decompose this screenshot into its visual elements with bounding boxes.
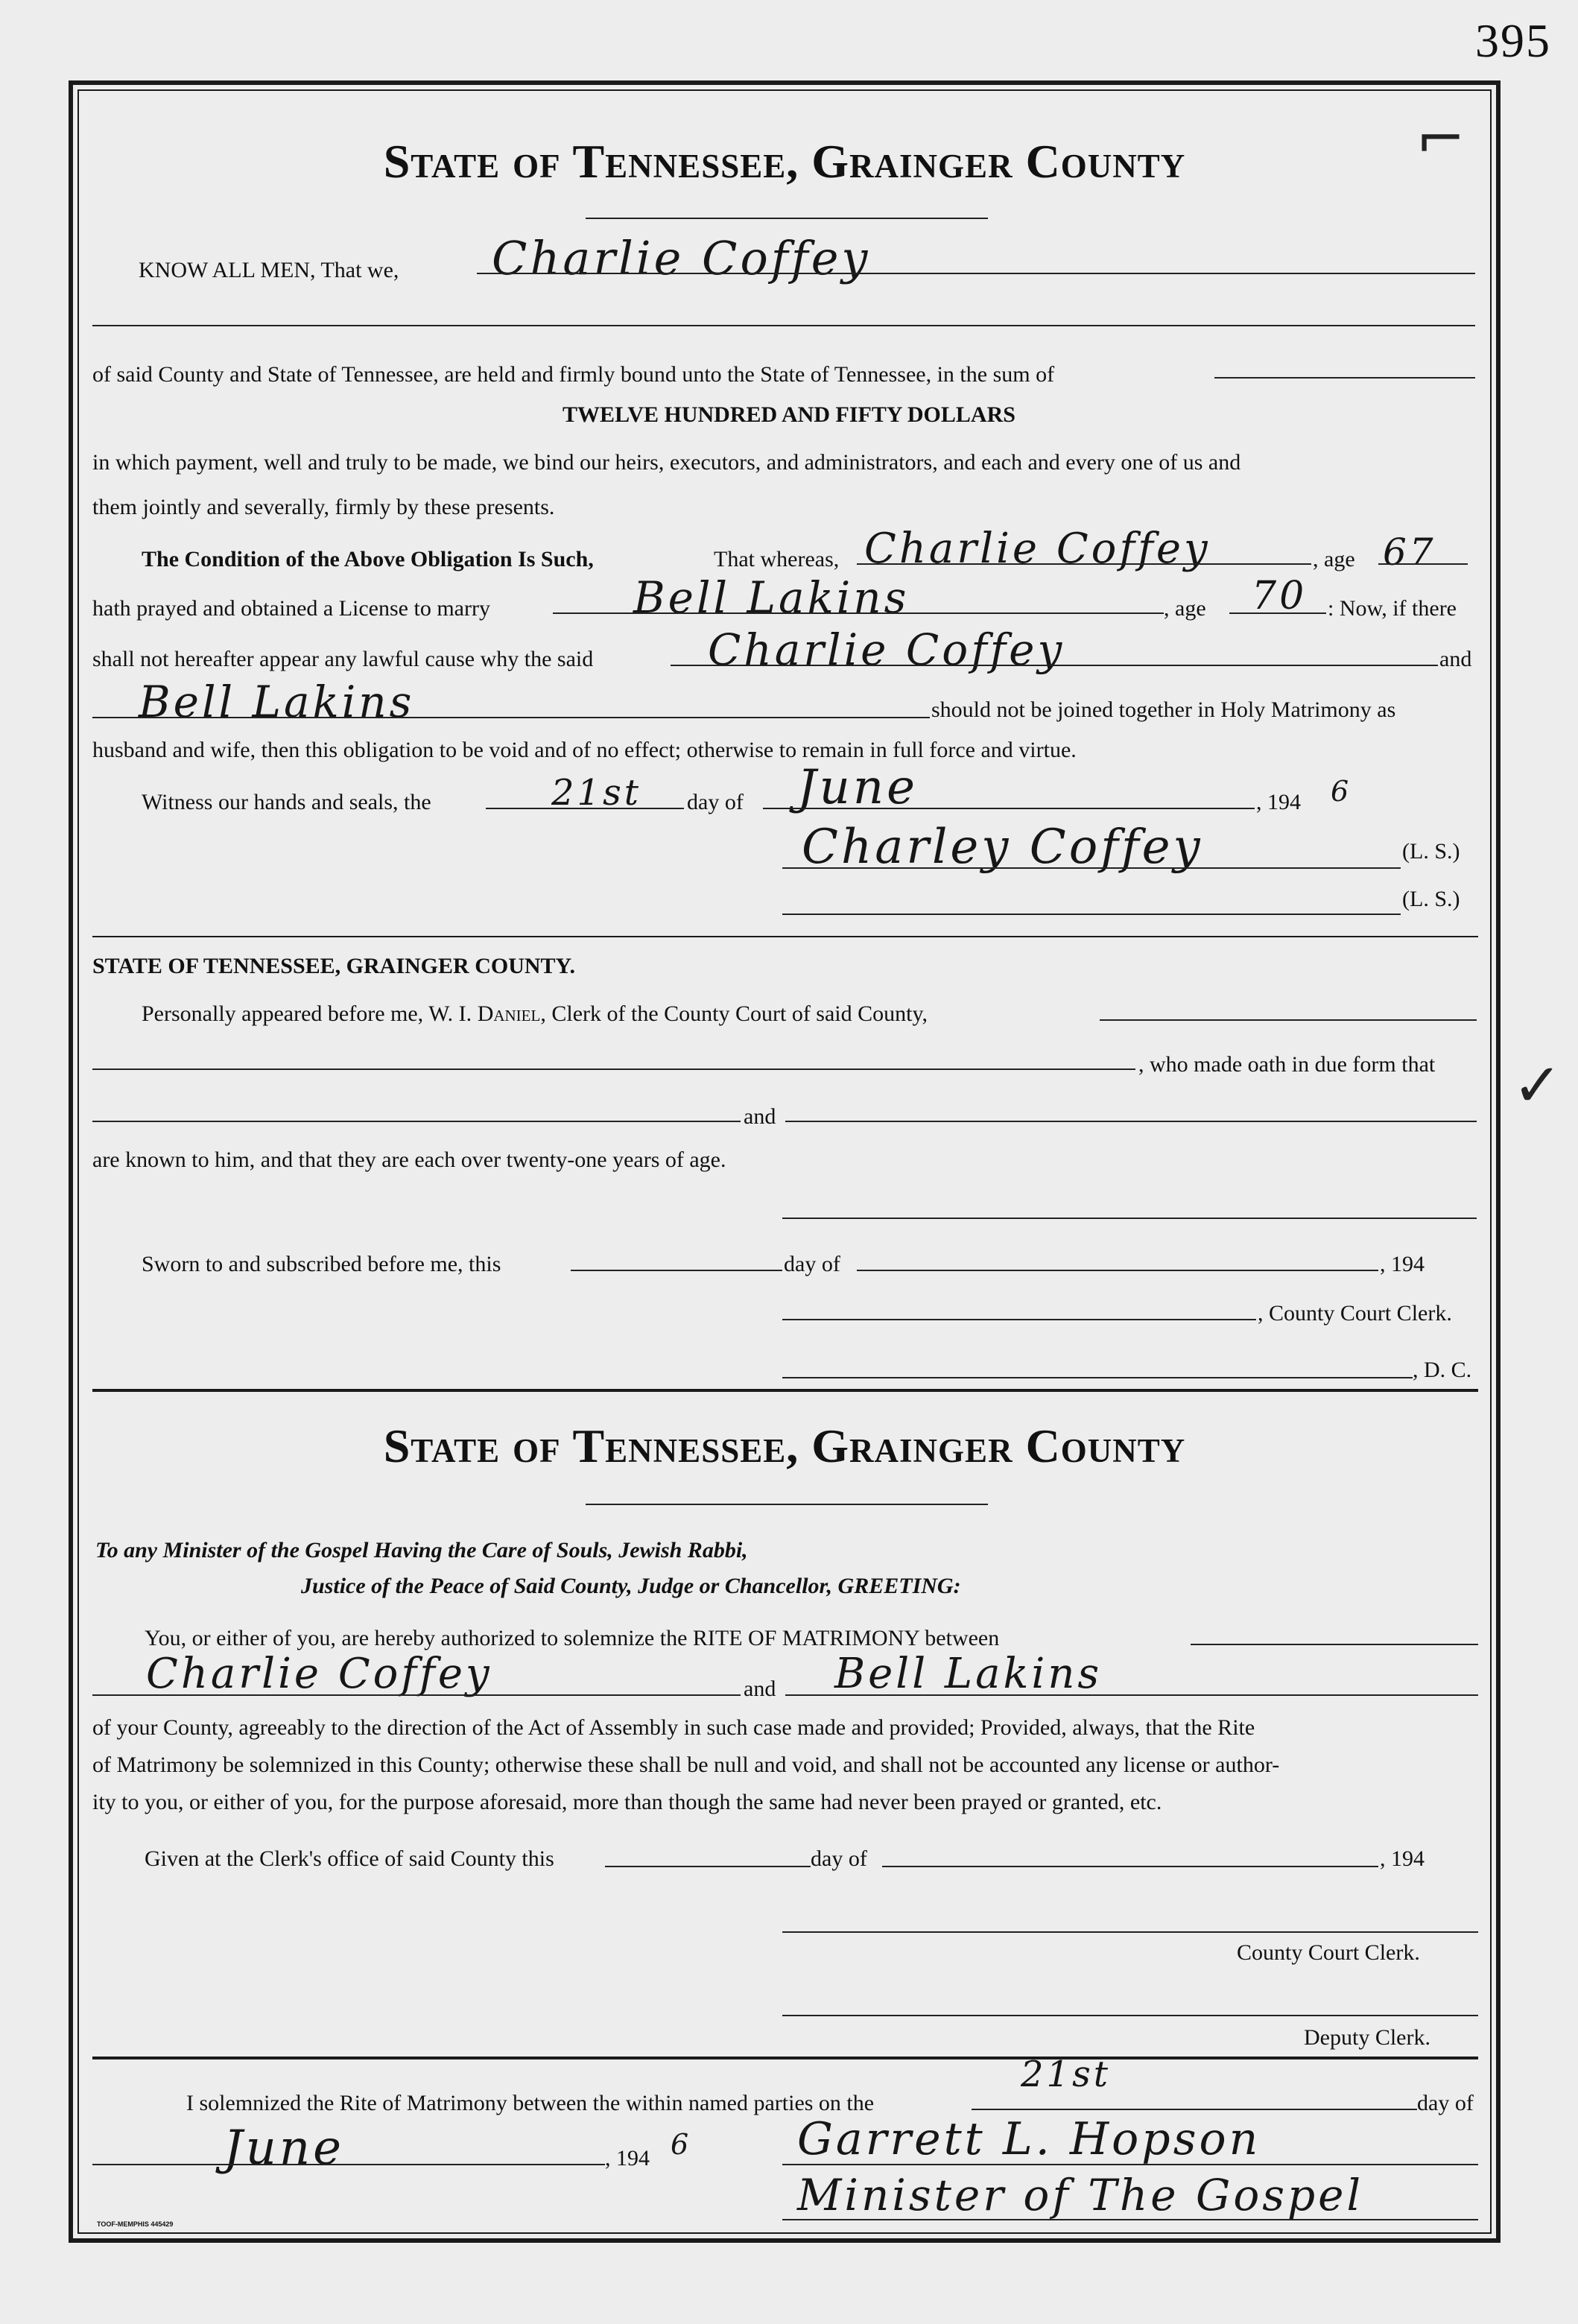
given-day-of: day of [811,1846,867,1871]
appeared-line-2 [92,1068,1135,1070]
oath-party-line-1 [92,1121,741,1122]
and-label: and [1439,647,1472,671]
ls-seal-2: (L. S.) [1402,887,1460,911]
principal-name-handwritten[interactable]: Charlie Coffey [492,231,871,285]
now-if-there-text: : Now, if there [1328,596,1457,621]
officiant-title-line [782,2219,1478,2220]
shall-not-text: shall not hereafter appear any lawful cause why the said [92,647,594,671]
return-year-handwritten[interactable]: 6 [671,2128,692,2161]
given-day-line [605,1866,811,1867]
groom-name-line [857,563,1311,565]
known-text: are known to him, and that they are each over twenty-one years of age. [92,1147,726,1172]
witness-day-line [486,808,684,809]
license-title: State of Tennessee, Grainger County [383,1419,1186,1472]
hath-prayed-text: hath prayed and obtained a License to marry [92,596,490,621]
greeting-line-1: To any Minister of the Gospel Having the Care of Souls, Jewish Rabbi, [95,1538,748,1562]
greeting-line-2: Justice of the Peace of Said County, Judge or Chancellor, GREETING: [301,1574,961,1598]
license-deputy-clerk: Deputy Clerk. [1304,2025,1430,2050]
license-and-label: and [744,1676,776,1701]
oath-signature-line [782,1218,1477,1219]
title-rule [586,218,988,219]
authorized-line [1191,1644,1478,1645]
license-title-rule [586,1504,988,1505]
license-bride-handwritten[interactable]: Bell Lakins [834,1650,1103,1698]
oath-party-line-2 [785,1121,1477,1122]
husband-wife-text: husband and wife, then this obligation to be void and of no effect; otherwise to remain in full force and virtue. [92,738,1077,762]
bride-name-line [553,612,1164,614]
section-divider-1 [92,936,1478,937]
sworn-year-prefix: , 194 [1380,1252,1425,1276]
license-groom-line [92,1694,741,1696]
principal-name-line [477,273,1475,274]
dc-label: , D. C. [1413,1358,1472,1382]
who-made-oath-text: , who made oath in due form that [1138,1052,1436,1077]
license-body-1: of your County, agreeably to the direction of the Act of Assembly in such case made and provided; Provided, always, that the Rite [92,1715,1255,1740]
bond-title: State of Tennessee, Grainger County [383,135,1186,188]
license-bride-line [785,1694,1478,1696]
bride-name-2-handwritten[interactable]: Bell Lakins [139,677,415,727]
officiant-line [782,2164,1478,2165]
return-month-line [92,2164,605,2165]
bride-age-handwritten[interactable]: 70 [1252,574,1308,618]
license-body-3: ity to you, or either of you, for the purpose aforesaid, more than though the same had never been prayed or granted, etc. [92,1790,1162,1814]
sworn-text: Sworn to and subscribed before me, this [142,1252,501,1276]
principal-signature[interactable]: Charley Coffey [802,820,1203,875]
authorized-text: You, or either of you, are hereby authorized to solemnize the RITE OF MATRIMONY between [145,1626,1000,1650]
groom-name-handwritten[interactable]: Charlie Coffey [864,525,1211,573]
license-groom-handwritten[interactable]: Charlie Coffey [146,1650,492,1698]
principal-name-line-2 [92,325,1475,326]
groom-name-2-handwritten[interactable]: Charlie Coffey [708,624,1065,675]
oath-and-label: and [744,1104,776,1129]
bride-name-handwritten[interactable]: Bell Lakins [633,572,910,623]
return-day-handwritten[interactable]: 21st [1021,2054,1111,2095]
condition-label: The Condition of the Above Obligation Is Such, [142,547,594,571]
license-clerk-line [782,1931,1478,1933]
groom-age-label: , age [1313,547,1355,571]
witness-month-line [763,808,1255,809]
county-clerk-label: , County Court Clerk. [1258,1301,1452,1326]
given-year-prefix: , 194 [1380,1846,1425,1871]
personally-post: , Clerk of the County Court of said County, [540,1001,928,1026]
payment-text-2: them jointly and severally, firmly by these presents. [92,495,555,519]
witness-month-handwritten[interactable]: June [797,760,918,815]
witness-year-handwritten[interactable]: 6 [1331,775,1352,808]
given-text: Given at the Clerk's office of said County this [145,1846,554,1871]
bond-sum: TWELVE HUNDRED AND FIFTY DOLLARS [563,402,1015,427]
return-year-prefix: , 194 [605,2146,650,2171]
sworn-day-line [571,1270,782,1271]
ls-seal-1: (L. S.) [1402,839,1460,864]
sworn-month-line [857,1270,1378,1271]
check-mark-icon: ✓ [1512,1051,1563,1120]
bride-age-line [1229,612,1326,614]
groom-name-2-line [671,665,1438,666]
witness-year-prefix: , 194 [1256,790,1301,814]
witness-text: Witness our hands and seals, the [142,790,431,814]
should-not-text: should not be joined together in Holy Matrimony as [931,697,1396,722]
return-day-of: day of [1417,2091,1474,2115]
oath-state-heading: STATE OF TENNESSEE, GRAINGER COUNTY. [92,954,575,978]
page-number: 395 [1475,14,1551,67]
given-month-line [882,1866,1378,1867]
groom-age-handwritten[interactable]: 67 [1383,531,1436,574]
witness-day-handwritten[interactable]: 21st [551,772,641,814]
groom-age-line [1378,563,1468,565]
printer-mark: TOOF-MEMPHIS 445429 [97,2220,174,2228]
check-mark-icon: ⌐ [1416,104,1466,174]
appeared-line-1 [1100,1019,1477,1021]
clerk-name: Daniel [477,1001,541,1026]
signature-line-2 [782,914,1401,915]
payment-text-1: in which payment, well and truly to be made, we bind our heirs, executors, and administrators, and each and every one of us and [92,450,1241,475]
held-bound-text: of said County and State of Tennessee, are held and firmly bound unto the State of Tennessee, in the sum of [92,362,1055,387]
know-all-men-label: KNOW ALL MEN, That we, [139,258,399,282]
return-day-line [972,2109,1417,2110]
sworn-day-of: day of [784,1252,840,1276]
dc-line [782,1377,1413,1378]
officiant-signature[interactable]: Garrett L. Hopson [797,2113,1261,2165]
personally-appeared-text [142,1001,928,1027]
license-body-2: of Matrimony be solemnized in this County; otherwise these shall be null and void, and shall not be accounted any license or author- [92,1753,1280,1777]
witness-day-of: day of [687,790,744,814]
solemnized-text: I solemnized the Rite of Matrimony between the within named parties on the [186,2091,875,2115]
bride-age-label: , age [1164,596,1206,621]
county-clerk-line [782,1319,1256,1320]
signature-line-1 [782,867,1401,869]
license-deputy-line [782,2015,1478,2016]
section-divider-2 [92,1389,1478,1392]
section-divider-3 [92,2057,1478,2059]
sum-line [1214,377,1475,379]
return-month-handwritten[interactable]: June [224,2121,344,2176]
bride-name-2-line [92,717,930,718]
that-whereas-text: That whereas, [714,547,840,571]
license-county-clerk: County Court Clerk. [1237,1940,1420,1965]
personally-pre: Personally appeared before me, W. I. [142,1001,472,1026]
officiant-title-handwritten[interactable]: Minister of The Gospel [797,2170,1364,2220]
